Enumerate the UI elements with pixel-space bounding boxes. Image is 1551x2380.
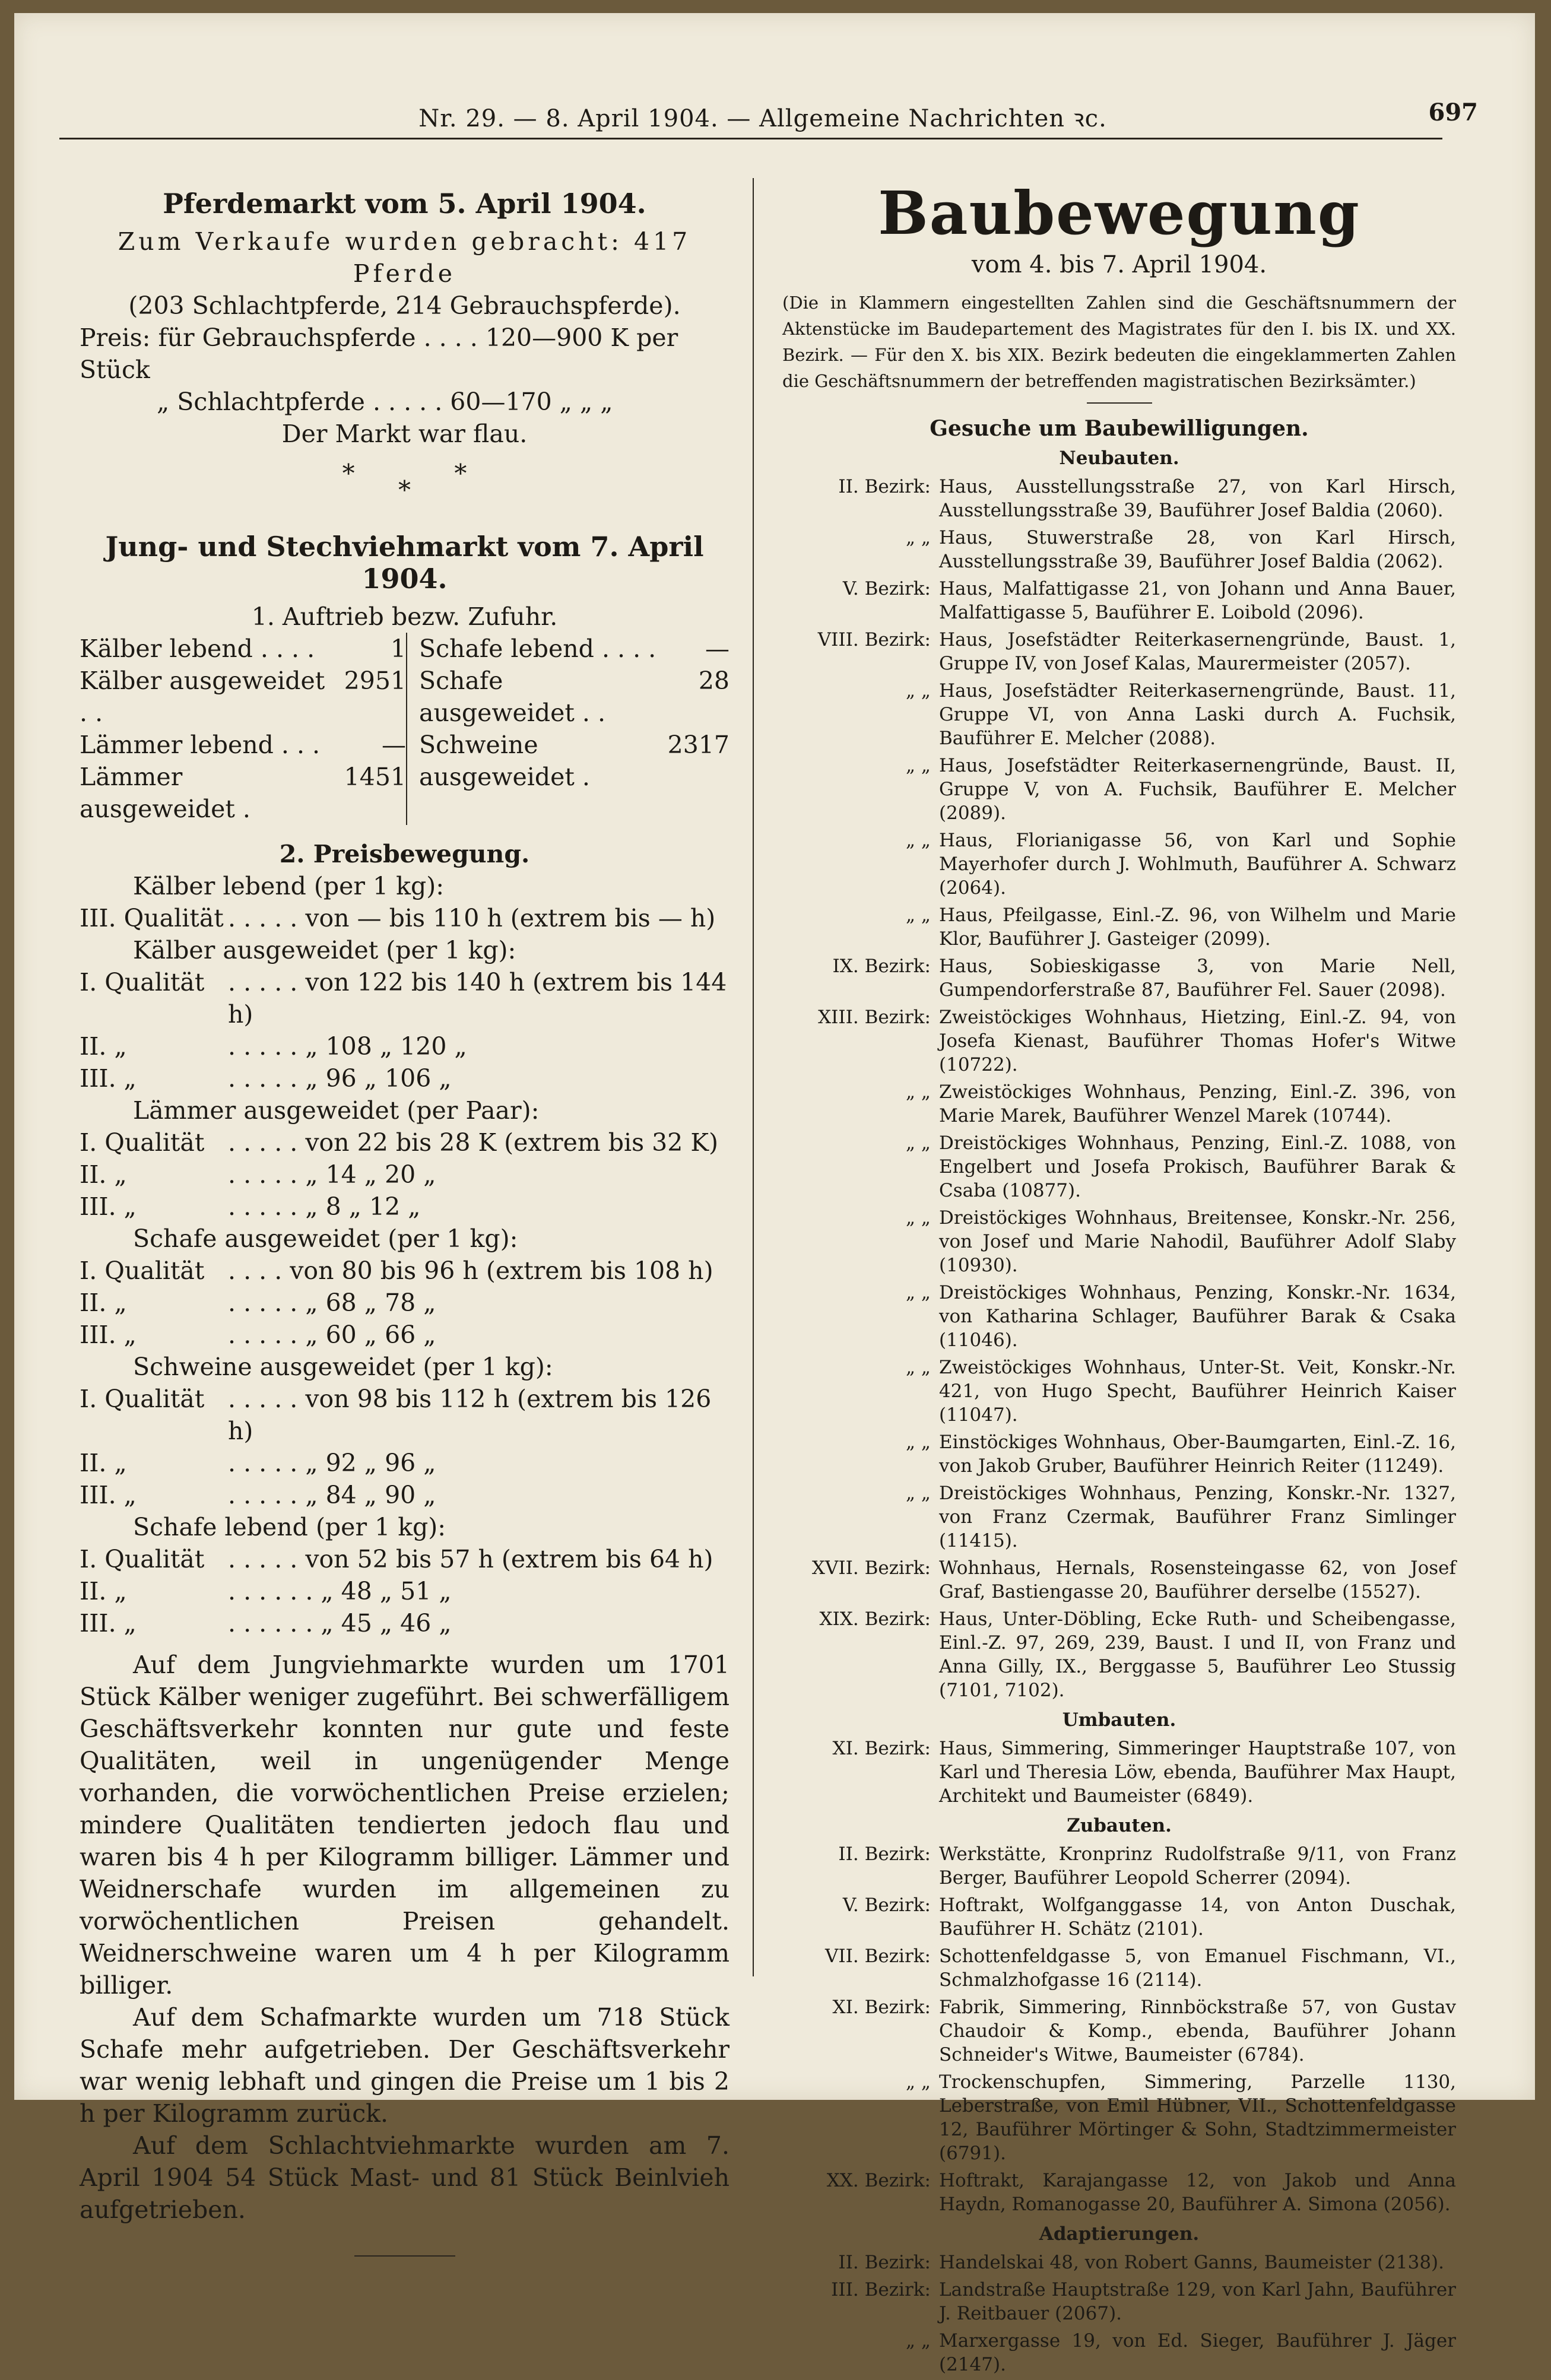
quality-label: I. Qualität	[80, 968, 205, 997]
price-values: . . . . . „ 8 „ 12 „	[228, 1192, 421, 1221]
district-label: „ „	[906, 830, 931, 851]
district-label: „ „	[906, 1081, 931, 1103]
star: *	[342, 459, 355, 488]
list-item	[782, 1842, 1456, 1890]
district-label: „ „	[906, 2330, 931, 2352]
row-value: 28	[698, 667, 729, 695]
table-row	[419, 633, 729, 665]
auftrieb-left-col	[80, 633, 407, 825]
district-label: „ „	[906, 1132, 931, 1154]
list-item	[782, 903, 1456, 951]
district-label: XI. Bezirk:	[832, 1738, 931, 1759]
price-values: . . . . . von — bis 110 h (extrem bis — h)	[228, 904, 716, 932]
district-label: „ „	[906, 2071, 931, 2093]
district-label: XIX. Bezirk:	[819, 1608, 931, 1630]
price-row	[80, 1255, 729, 1287]
baubewegung-note: (Die in Klammern eingestellten Zahlen sind die Geschäftsnummern der Aktenstücke im Baudepartement des Magistrates für den I. bis IX. und XX. Bezirk. — Für den X. bis XIX. Bezirk bedeuten die eingeklammerten Zahlen die Geschäftsnummern der betreffenden magistratischen Bezirksämter.)	[782, 293, 1456, 391]
market-report-paragraph: Auf dem Jungviehmarkte wurden um 1701 Stück Kälber weniger zugeführt. Bei schwerfälligem Geschäftsverkehr konnten nur gute und feste Qualitäten, weil in ungenügender Menge vorhanden, die vorwöchentlichen Preise erzielen; mindere Qualitäten tendierten jedoch flau und waren bis 4 h per Kilogramm billiger. Lämmer und Weidnerschafe wurden im allgemeinen zu vorwöchentlichen Preisen gehandelt. Weidnerschweine waren um 4 h per Kilogramm billiger.	[80, 1651, 729, 2000]
entry-text: Schottenfeldgasse 5, von Emanuel Fischmann, VI., Schmalzhofgasse 16 (2114).	[939, 1946, 1456, 1991]
price-values: . . . . . von 122 bis 140 h (extrem bis 144 h)	[228, 968, 727, 1029]
entry-text: Hoftrakt, Wolfganggasse 14, von Anton Duschak, Bauführer H. Schätz (2101).	[939, 1895, 1456, 1940]
list-item	[782, 754, 1456, 825]
list-item	[782, 628, 1456, 675]
price-values: . . . . . von 98 bis 112 h (extrem bis 126 h)	[228, 1385, 712, 1445]
group-head: Schafe ausgeweidet (per 1 kg):	[133, 1224, 518, 1253]
price-values: . . . . . „ 92 „ 96 „	[228, 1449, 436, 1477]
table-row	[80, 633, 406, 665]
district-label: IX. Bezirk:	[832, 956, 931, 977]
list-item	[782, 1080, 1456, 1128]
district-label: „ „	[906, 1207, 931, 1229]
entry-text: Haus, Sobieskigasse 3, von Marie Nell, Gumpendorferstraße 87, Bauführer Fel. Sauer (2098).	[939, 956, 1456, 1001]
price-row	[80, 1607, 729, 1639]
price-group	[80, 870, 729, 934]
entry-text: Landstraße Hauptstraße 129, von Karl Jahn, Bauführer J. Reitbauer (2067).	[939, 2279, 1456, 2324]
quality-label: I. Qualität	[80, 1256, 205, 1285]
quality-label: III. „	[80, 1192, 137, 1221]
entry-text: Fabrik, Simmering, Rinnböckstraße 57, von Gustav Chaudoir & Komp., ebenda, Bauführer Johann Schneider's Witwe, Baumeister (6784).	[939, 1997, 1456, 2065]
group-head: Kälber lebend (per 1 kg):	[133, 872, 445, 900]
district-label: XVII. Bezirk:	[811, 1557, 931, 1579]
price-values: . . . . . „ 14 „ 20 „	[228, 1160, 436, 1189]
column-divider	[753, 178, 754, 1976]
list-item	[782, 1995, 1456, 2067]
quality-label: I. Qualität	[80, 1128, 205, 1157]
row-label: Schafe ausgeweidet . .	[419, 667, 605, 727]
price-values: . . . . von 80 bis 96 h (extrem bis 108 h)	[228, 1256, 713, 1285]
entry-text: Hoftrakt, Karajangasse 12, von Jakob und Anna Haydn, Romanogasse 20, Bauführer A. Simona (2056).	[939, 2170, 1456, 2215]
price-values: . . . . . „ 84 „ 90 „	[228, 1481, 436, 1509]
list-item	[782, 679, 1456, 750]
quality-label: III. „	[80, 1609, 137, 1638]
group-head: Lämmer ausgeweidet (per Paar):	[133, 1096, 540, 1125]
list-item	[782, 1430, 1456, 1478]
price-row	[80, 1062, 729, 1094]
gesuche-title: Gesuche um Baubewilligungen.	[930, 416, 1309, 441]
list-item	[782, 1607, 1456, 1702]
price-row	[80, 1030, 729, 1062]
page-number: 697	[1428, 99, 1478, 126]
pferdemarkt-markt: Der Markt war flau.	[281, 420, 528, 448]
schlachtvieh-paragraph: Auf dem Schlachtviehmarkte wurden am 7. April 1904 54 Stück Mast- und 81 Stück Beinlvieh aufgetrieben.	[80, 2131, 729, 2224]
list-item	[782, 1206, 1456, 1277]
preisbewegung-title: 2. Preisbewegung.	[279, 840, 530, 868]
price-values: . . . . . „ 68 „ 78 „	[228, 1289, 436, 1317]
entry-text: Dreistöckiges Wohnhaus, Penzing, Einl.-Z. 1088, von Engelbert und Josefa Prokisch, Bauführer Barak & Csaba (10877).	[939, 1132, 1456, 1201]
entry-text: Haus, Malfattigasse 21, von Johann und Anna Bauer, Malfattigasse 5, Bauführer E. Loibold (2096).	[939, 578, 1456, 623]
row-value: 2317	[667, 731, 729, 759]
auftrieb-table	[80, 633, 729, 825]
row-label: Schafe lebend . . . .	[419, 634, 656, 663]
list-item	[782, 1893, 1456, 1941]
price-values: . . . . . von 22 bis 28 K (extrem bis 32 K)	[228, 1128, 719, 1157]
district-label: II. Bezirk:	[838, 2252, 931, 2273]
district-label: III. Bezirk:	[831, 2279, 931, 2300]
list-item	[782, 577, 1456, 624]
list-item	[782, 1131, 1456, 1202]
entry-text: Haus, Josefstädter Reiterkasernengründe, Baust. II, Gruppe V, von A. Fuchsik, Bauführer E. Melcher (2089).	[939, 755, 1456, 824]
entry-text: Haus, Josefstädter Reiterkasernengründe, Baust. 11, Gruppe VI, von Anna Laski durch A. Fuchsik, Bauführer E. Melcher (2088).	[939, 680, 1456, 749]
table-row	[419, 665, 729, 729]
entry-text: Werkstätte, Kronprinz Rudolfstraße 9/11, von Franz Berger, Bauführer Leopold Scherrer (2094).	[939, 1843, 1456, 1889]
list-item	[782, 2278, 1456, 2325]
list-item	[782, 1281, 1456, 1352]
list-item	[782, 2251, 1456, 2274]
list-item	[782, 475, 1456, 522]
price-group	[80, 1351, 729, 1511]
list-item	[782, 1481, 1456, 1553]
list-item	[782, 1356, 1456, 1427]
baubewegung-title: Baubewegung	[878, 178, 1360, 248]
star: *	[454, 459, 467, 488]
price-values: . . . . . „ 60 „ 66 „	[228, 1321, 436, 1349]
entry-text: Haus, Florianigasse 56, von Karl und Sophie Mayerhofer durch J. Wohlmuth, Bauführer A. Schwarz (2064).	[939, 830, 1456, 899]
list-item	[782, 1737, 1456, 1808]
district-label: II. Bezirk:	[838, 1843, 931, 1865]
entry-text: Einstöckiges Wohnhaus, Ober-Baumgarten, Einl.-Z. 16, von Jakob Gruber, Bauführer Heinrich Reiter (11249).	[939, 1432, 1456, 1477]
star: *	[398, 475, 411, 504]
district-label: „ „	[906, 527, 931, 548]
price-group	[80, 934, 729, 1094]
price-row	[80, 1447, 729, 1479]
price-row	[80, 902, 729, 934]
quality-label: I. Qualität	[80, 1385, 205, 1413]
row-value: —	[705, 634, 729, 663]
district-label: V. Bezirk:	[842, 1895, 931, 1916]
price-values: . . . . . von 52 bis 57 h (extrem bis 64 h)	[228, 1545, 713, 1573]
table-row	[80, 665, 406, 729]
section-title-zubauten: Zubauten.	[1067, 1815, 1172, 1836]
entry-text: Dreistöckiges Wohnhaus, Breitensee, Konskr.-Nr. 256, von Josef und Marie Nahodil, Bauführer Adolf Slaby (10930).	[939, 1207, 1456, 1276]
divider	[1087, 402, 1152, 404]
district-label: „ „	[906, 680, 931, 702]
list-item	[782, 1944, 1456, 1992]
price-row	[80, 1575, 729, 1607]
price-row	[80, 1383, 729, 1447]
price-values: . . . . . . „ 48 „ 51 „	[228, 1577, 452, 1605]
price-group	[80, 1223, 729, 1351]
price-row	[80, 1543, 729, 1575]
list-item	[782, 2169, 1456, 2216]
table-row	[80, 761, 406, 825]
table-row	[80, 729, 406, 761]
row-value: 1	[390, 634, 406, 663]
row-value: 2951	[344, 667, 406, 695]
entry-text: Dreistöckiges Wohnhaus, Penzing, Konskr.-Nr. 1634, von Katharina Schlager, Bauführer Barak & Csaka (11046).	[939, 1282, 1456, 1351]
group-head: Kälber ausgeweidet (per 1 kg):	[133, 936, 516, 964]
pferdemarkt-line2: (203 Schlachtpferde, 214 Gebrauchspferde).	[128, 291, 681, 320]
quality-label: III. Qualität	[80, 904, 224, 932]
price-values: . . . . . . „ 45 „ 46 „	[228, 1609, 452, 1638]
list-item	[782, 954, 1456, 1002]
list-item	[782, 2070, 1456, 2165]
group-head: Schweine ausgeweidet (per 1 kg):	[133, 1353, 553, 1381]
district-label: „ „	[906, 1432, 931, 1453]
left-column	[80, 178, 729, 2257]
quality-label: II. „	[80, 1577, 127, 1605]
entry-text: Haus, Stuwerstraße 28, von Karl Hirsch, Ausstellungsstraße 39, Bauführer Josef Baldia (2062).	[939, 527, 1456, 572]
pferdemarkt-preis1: Preis: für Gebrauchspferde . . . . 120—900 K per Stück	[80, 323, 678, 384]
row-value: —	[382, 731, 406, 759]
row-label: Kälber ausgeweidet . .	[80, 667, 325, 727]
row-label: Lämmer lebend . . .	[80, 731, 321, 759]
district-label: VII. Bezirk:	[824, 1946, 931, 1967]
pferdemarkt-line1: Zum Verkaufe wurden gebracht: 417 Pferde	[118, 227, 692, 288]
entry-text: Haus, Unter-Döbling, Ecke Ruth- und Scheibengasse, Einl.-Z. 97, 269, 239, Baust. I und II, von Franz und Anna Gilly, IX., Berggasse 5, Bauführer Leo Stussig (7101, 7102).	[939, 1608, 1456, 1701]
entry-text: Marxergasse 19, von Ed. Sieger, Bauführer J. Jäger (2147).	[939, 2330, 1456, 2375]
district-label: XX. Bezirk:	[826, 2170, 931, 2191]
page-header	[83, 89, 1478, 132]
price-row	[80, 1159, 729, 1191]
auftrieb-right-col	[407, 633, 729, 825]
entry-text: Haus, Simmering, Simmeringer Hauptstraße 107, von Karl und Theresia Löw, ebenda, Bauführer Max Haupt, Architekt und Baumeister (6849).	[939, 1738, 1456, 1807]
price-values: . . . . . „ 108 „ 120 „	[228, 1032, 467, 1061]
district-label: V. Bezirk:	[842, 578, 931, 599]
price-values: . . . . . „ 96 „ 106 „	[228, 1064, 452, 1093]
jungviehmarkt-title: Jung- und Stechviehmarkt vom 7. April 1904.	[105, 531, 704, 595]
price-row	[80, 1126, 729, 1159]
quality-label: III. „	[80, 1321, 137, 1349]
district-label: „ „	[906, 755, 931, 776]
row-value: 1451	[344, 763, 406, 791]
table-row	[419, 729, 729, 793]
district-label: II. Bezirk:	[838, 476, 931, 497]
district-label: „ „	[906, 1483, 931, 1504]
district-label: „ „	[906, 1282, 931, 1303]
price-group	[80, 1094, 729, 1223]
auftrieb-title: 1. Auftrieb bezw. Zufuhr.	[251, 602, 558, 631]
price-group	[80, 1511, 729, 1639]
district-label: XIII. Bezirk:	[818, 1007, 931, 1028]
entry-text: Haus, Josefstädter Reiterkasernengründe, Baust. 1, Gruppe IV, von Josef Kalas, Maurermeister (2057).	[939, 629, 1456, 674]
entry-text: Haus, Ausstellungsstraße 27, von Karl Hirsch, Ausstellungsstraße 39, Bauführer Josef Baldia (2060).	[939, 476, 1456, 521]
quality-label: II. „	[80, 1160, 127, 1189]
district-label: „ „	[906, 1357, 931, 1378]
section-title-umbauten: Umbauten.	[1062, 1709, 1176, 1731]
entry-text: Zweistöckiges Wohnhaus, Penzing, Einl.-Z. 396, von Marie Marek, Bauführer Wenzel Marek (10744).	[939, 1081, 1456, 1126]
section-title-neubauten: Neubauten.	[1059, 448, 1179, 469]
entry-text: Zweistöckiges Wohnhaus, Hietzing, Einl.-Z. 94, von Josefa Kienast, Bauführer Thomas Hofer's Witwe (10722).	[939, 1007, 1456, 1075]
district-label: XI. Bezirk:	[832, 1997, 931, 2018]
entry-text: Dreistöckiges Wohnhaus, Penzing, Konskr.-Nr. 1327, von Franz Czermak, Bauführer Franz Simlinger (11415).	[939, 1483, 1456, 1551]
quality-label: III. „	[80, 1064, 137, 1093]
list-item	[782, 526, 1456, 573]
section-title-adaptierungen: Adaptierungen.	[1039, 2223, 1200, 2245]
quality-label: II. „	[80, 1449, 127, 1477]
quality-label: I. Qualität	[80, 1545, 205, 1573]
row-label: Schweine ausgeweidet .	[419, 731, 590, 791]
asterism-separator	[80, 450, 729, 521]
district-label: VIII. Bezirk:	[817, 629, 931, 650]
price-row	[80, 1287, 729, 1319]
list-item	[782, 829, 1456, 900]
list-item	[782, 1556, 1456, 1604]
header-rule	[59, 138, 1442, 139]
quality-label: II. „	[80, 1032, 127, 1061]
price-row	[80, 1191, 729, 1223]
district-label: „ „	[906, 905, 931, 926]
entry-text: Wohnhaus, Hernals, Rosensteingasse 62, von Josef Graf, Bastiengasse 20, Bauführer derselbe (15527).	[939, 1557, 1456, 1602]
pferdemarkt-preis2: „ Schlachtpferde . . . . . 60—170 „ „ „	[157, 388, 613, 416]
entry-text: Handelskai 48, von Robert Ganns, Baumeister (2138).	[939, 2252, 1445, 2273]
list-item	[782, 1005, 1456, 1077]
quality-label: II. „	[80, 1289, 127, 1317]
list-item	[782, 2329, 1456, 2376]
baubewegung-subtitle: vom 4. bis 7. April 1904.	[971, 251, 1267, 278]
right-column	[782, 178, 1456, 2380]
row-label: Kälber lebend . . . .	[80, 634, 315, 663]
entry-text: Haus, Pfeilgasse, Einl.-Z. 96, von Wilhelm und Marie Klor, Bauführer J. Gasteiger (2099).	[939, 905, 1456, 950]
end-rule	[354, 2255, 455, 2257]
header-title: Nr. 29. — 8. April 1904. — Allgemeine Nachrichten ꝛc.	[418, 105, 1107, 132]
schafmarkt-paragraph: Auf dem Schafmarkte wurden um 718 Stück Schafe mehr aufgetrieben. Der Geschäftsverkehr war wenig lebhaft und gingen die Preise um 1 bis 2 h per Kilogramm zurück.	[80, 2003, 729, 2128]
entry-text: Zweistöckiges Wohnhaus, Unter-St. Veit, Konskr.-Nr. 421, von Hugo Specht, Bauführer Heinrich Kaiser (11047).	[939, 1357, 1456, 1426]
quality-label: III. „	[80, 1481, 137, 1509]
row-label: Lämmer ausgeweidet .	[80, 763, 250, 823]
pferdemarkt-title: Pferdemarkt vom 5. April 1904.	[163, 188, 646, 220]
entry-text: Trockenschupfen, Simmering, Parzelle 1130, Leberstraße, von Emil Hübner, VII., Schottenfeldgasse 12, Bauführer Mörtinger & Sohn, Stadtzimmermeister (6791).	[939, 2071, 1456, 2164]
price-row	[80, 1319, 729, 1351]
price-row	[80, 966, 729, 1030]
price-row	[80, 1479, 729, 1511]
group-head: Schafe lebend (per 1 kg):	[133, 1513, 446, 1541]
